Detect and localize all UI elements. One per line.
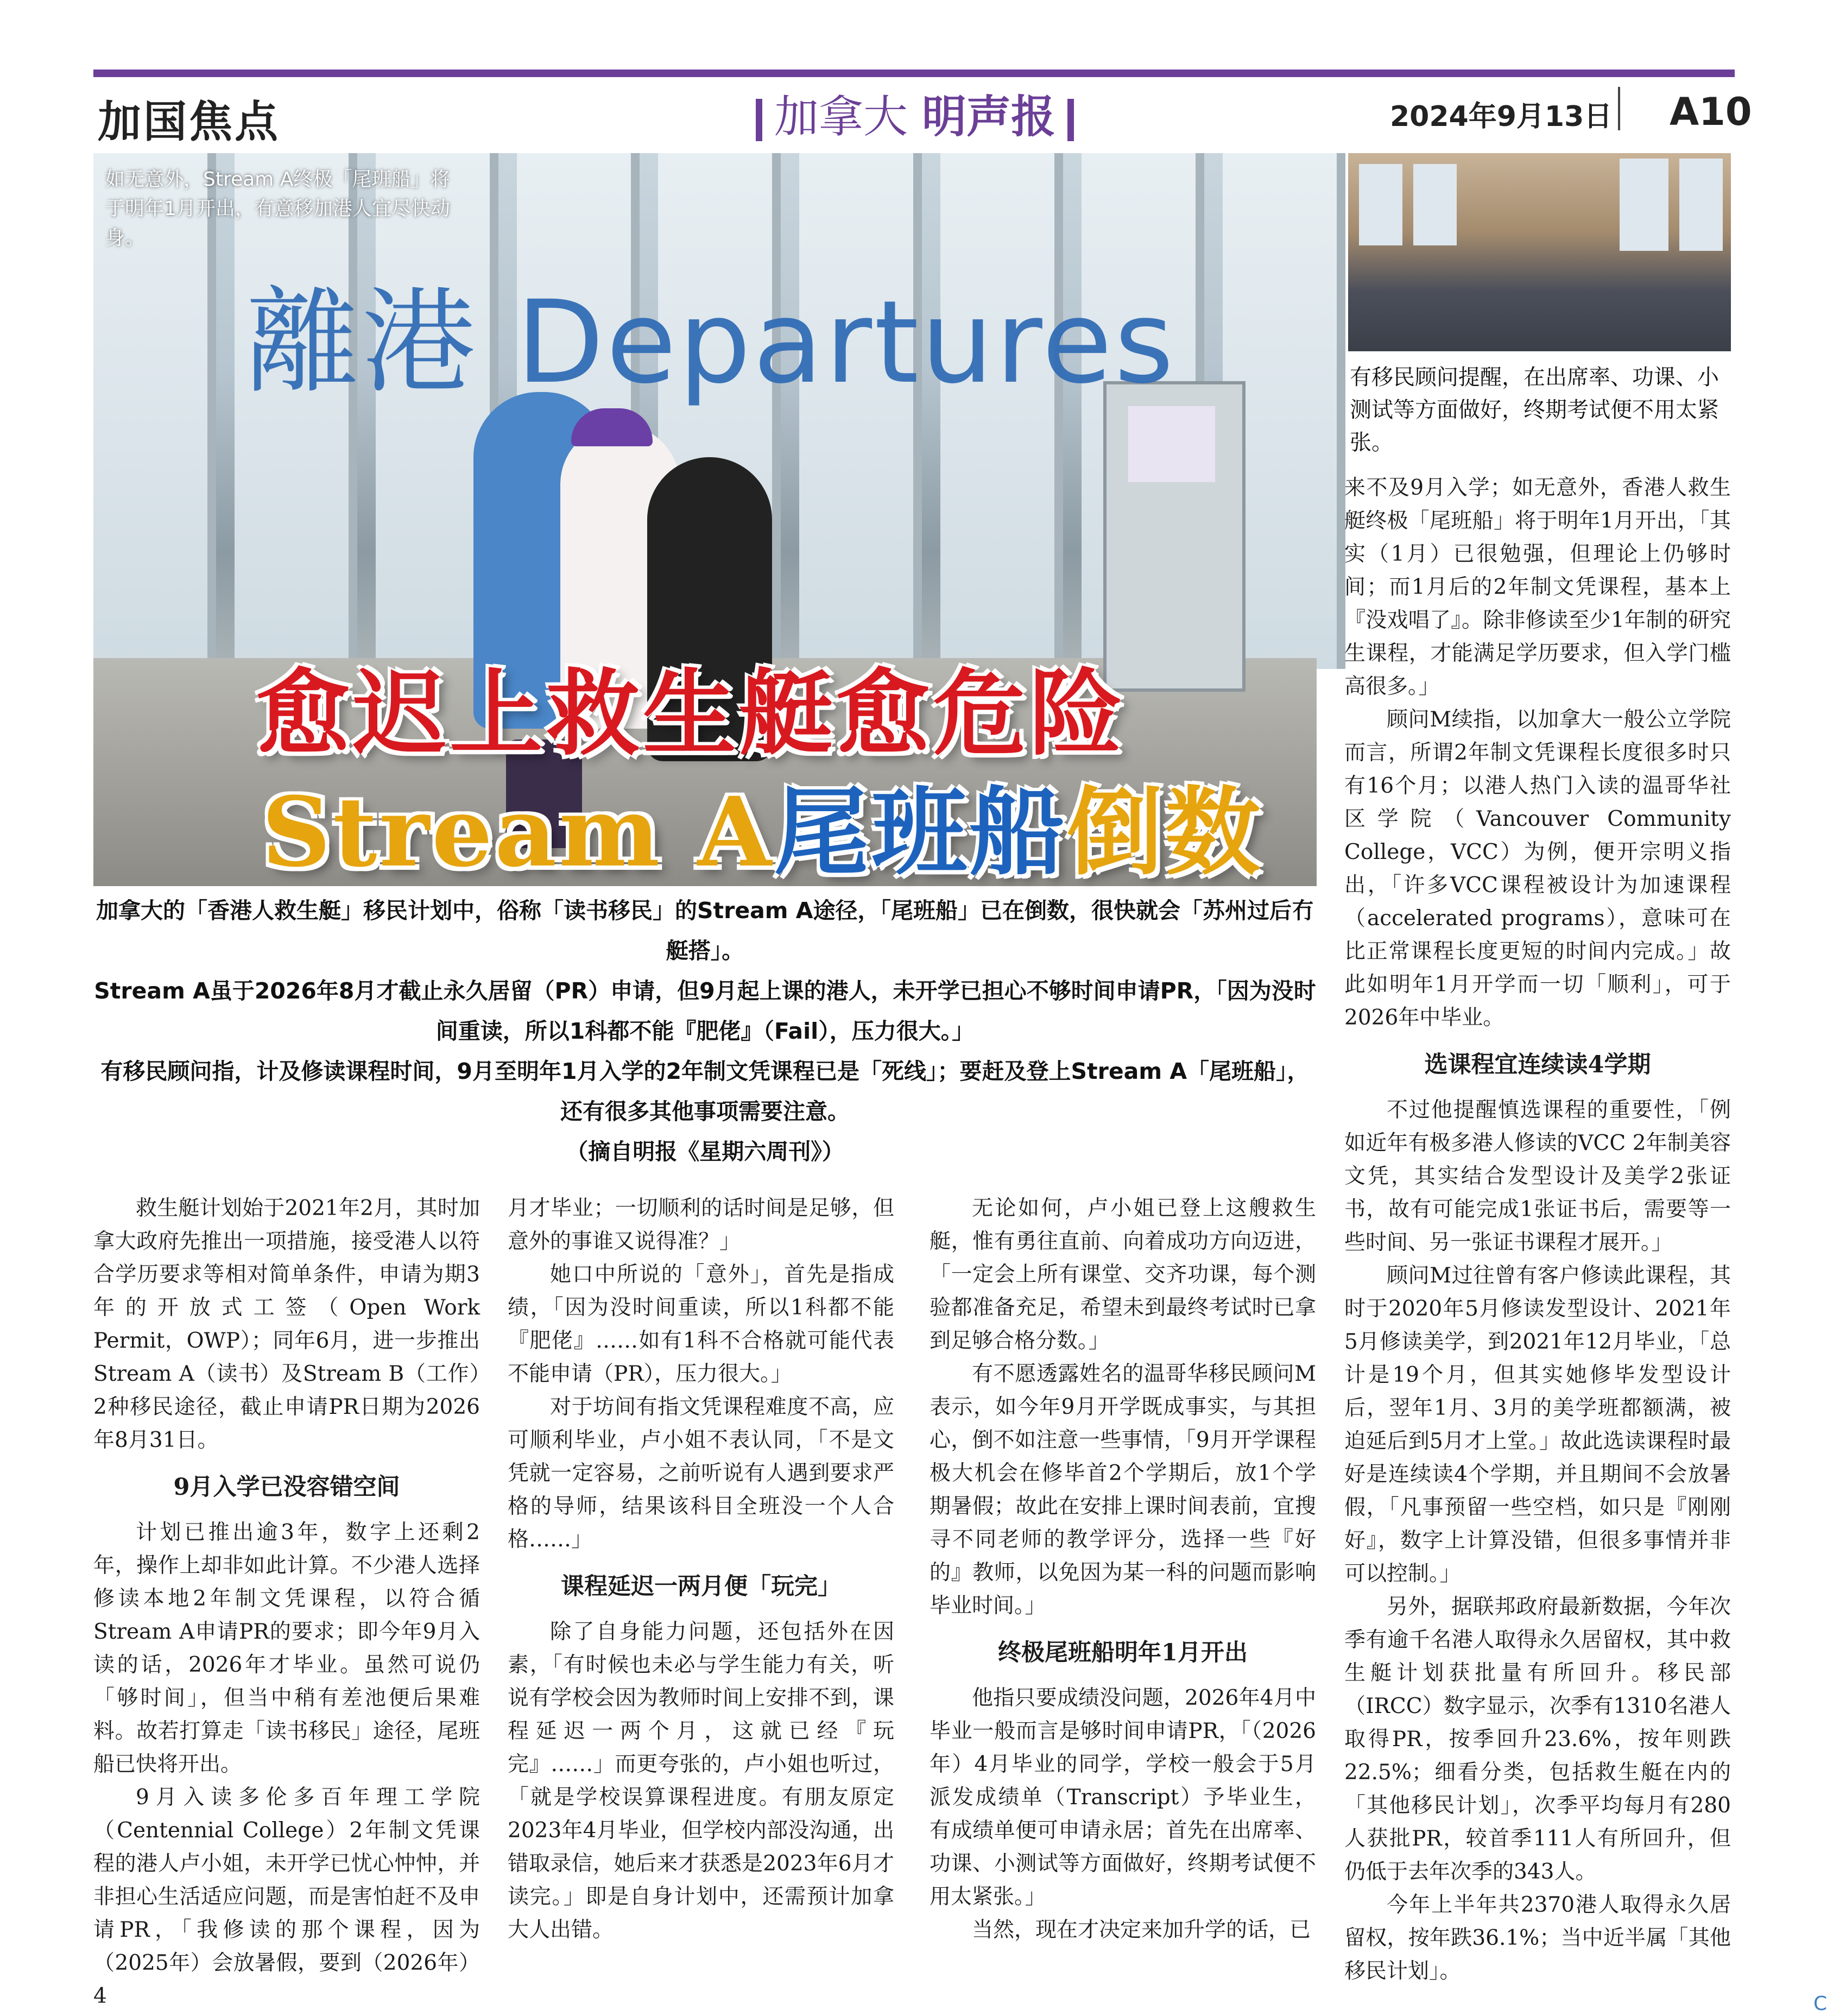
headline-stream-a: Stream A — [262, 776, 774, 888]
article-column-1 — [93, 1192, 480, 2013]
headline-line1: 愈迟上救生艇愈危险 — [256, 658, 1126, 768]
lead-line: 加拿大的「香港人救生艇」移民计划中，俗称「读书移民」的Stream A途径，「尾班船」已在倒数，很快就会「苏州过后冇艇搭」。 — [96, 898, 1314, 964]
kiosk-poster — [1128, 406, 1215, 482]
section-title: 加国焦点 — [98, 96, 280, 147]
paragraph: 今年上半年共2370港人取得永久居留权，按年跌36.1%；当中近半属「其他移民计划」。 — [1344, 1893, 1731, 1983]
subheading: 课程延迟一两月便「玩完」 — [561, 1573, 841, 1600]
paragraph: 除了自身能力问题，还包括外在因素，「有时候也未必与学生能力有关，听说有学校会因为教师时间上安排不到，课程延迟一两个月，这就已经『玩完』……」而更夸张的，卢小姐也听过，「就是学校误算课程进度。有朋友原定2023年4月毕业，但学校内部没沟通，出错取录信，她后来才获悉是2023年6月才读完。」即是自身计划中，还需预计加拿大人出错。 — [508, 1620, 894, 1942]
paragraph: 她口中所说的「意外」，首先是指成绩，「因为没时间重读，所以1科都不能『肥佬』……如有1科不合格就可能代表不能申请（PR），压力很大。」 — [508, 1262, 894, 1386]
paragraph: 救生艇计划始于2021年2月，其时加拿大政府先推出一项措施，接受港人以符合学历要求等相对简单条件，申请为期3年的开放式工签（Open Work Permit，OWP）；同年6月，进一步推出Stream A（读书）及Stream B（工作）2种移民途径，截止申请PR日期为2026年8月31日。 — [93, 1196, 480, 1452]
departures-sign: 離港 Departures — [245, 276, 1176, 409]
lead-line: Stream A虽于2026年8月才截止永久居留（PR）申请，但9月起上课的港人，未开学已担心不够时间申请PR，「因为没时间重读，所以1科都不能『肥佬』（Fail），压力很大。」 — [94, 978, 1316, 1044]
paragraph: 顾问M过往曾有客户修读此课程，其时于2020年5月修读发型设计、2021年5月修读美学，到2021年12月毕业，「总计是19个月，但其实她修毕发型设计后，翌年1月、3月的美学班都额满，被迫延后到5月才上堂。」故此选读课程时最好是连续读4个学期，并且期间不会放暑假，「凡事预留一些空档，如只是『刚刚好』，数字上计算没错，但很多事情并非可以控制。」 — [1344, 1263, 1731, 1586]
corner-mark: C — [1813, 1993, 1827, 2015]
paragraph: 他指只要成绩没问题，2026年4月中毕业一般而言是够时间申请PR，「（2026年）4月毕业的同学，学校一般会于5月派发成绩单（Transcript）予毕业生，有成绩单便可申请永居；首先在出席率、功课、小测试等方面做好，终期考试便不用太紧张。」 — [930, 1686, 1316, 1909]
paragraph: 当然，现在才决定来加升学的话，已 — [972, 1918, 1311, 1942]
subheading: 选课程宜连续读4学期 — [1424, 1051, 1651, 1078]
subheading: 终极尾班船明年1月开出 — [998, 1639, 1248, 1666]
masthead-brand: 明声报 — [922, 91, 1056, 143]
window-panel — [1679, 159, 1723, 251]
subheading: 9月入学已没容错空间 — [173, 1474, 400, 1501]
paragraph: 来不及9月入学；如无意外，香港人救生艇终极「尾班船」将于明年1月开出，「其实（1月）已很勉强，但理论上仍够时间；而1月后的2年制文凭课程，基本上『没戏唱了』。除非修读至少1年制的研究生课程，才能满足学历要求，但入学门槛高很多。」 — [1344, 476, 1731, 699]
paragraph: 月才毕业；一切顺利的话时间是足够，但意外的事谁又说得准？」 — [508, 1196, 894, 1254]
article-column-3 — [930, 1192, 1316, 1947]
headline-line2 — [262, 756, 1262, 893]
paragraph: 不过他提醒慎选课程的重要性，「例如近年有极多港人修读的VCC 2年制美容文凭，其实结合发型设计及美学2张证书，故有可能完成1张证书后，需要等一些时间、另一张证书课程才展开。」 — [1344, 1098, 1731, 1255]
paragraph: 有不愿透露姓名的温哥华移民顾问M表示，如今年9月开学既成事实，与其担心，倒不如注意一些事情，「9月开学课程极大机会在修毕首2个学期后，放1个学期暑假；故此在安排上课时间表前，宜搜寻不同老师的教学评分，选择一些『好的』教师，以免因为某一科的问题而影响毕业时间。」 — [930, 1362, 1316, 1618]
article-column-2 — [508, 1192, 894, 1947]
lead-paragraph — [93, 890, 1317, 1172]
masthead-bar-left — [756, 99, 762, 141]
window-panel — [1620, 159, 1668, 251]
library-photo-caption: 有移民顾问提醒，在出席率、功课、小测试等方面做好，终期考试便不用太紧张。 — [1350, 365, 1719, 455]
header-rule — [93, 69, 1735, 77]
headline-countdown: 倒数 — [1067, 776, 1263, 888]
window-panel — [1413, 164, 1457, 245]
paragraph: 无论如何，卢小姐已登上这艘救生艇，惟有勇往直前、向着成功方向迈进，「一定会上所有课堂、交齐功课，每个测验都准备充足，希望未到最终考试时已拿到足够合格分数。」 — [930, 1196, 1316, 1353]
paragraph: 对于坊间有指文凭课程难度不高，应可顺利毕业，卢小姐不表认同，「不是文凭就一定容易，之前听说有人遇到要求严格的导师，结果该科目全班没一个人合格……」 — [508, 1395, 894, 1552]
hero-caption: 如无意外，Stream A终极「尾班船」将于明年1月开出，有意移加港人宜尽快动身。 — [105, 168, 450, 249]
article-column-4 — [1344, 471, 1731, 1988]
paragraph: 另外，据联邦政府最新数据，今年次季有逾千名港人取得永久居留权，其中救生艇计划获批量有所回升。移民部（IRCC）数字显示，次季有1310名港人取得PR，按季回升23.6%，按年则跌22.5%；细看分类，包括救生艇在内的「其他移民计划」，次季平均每月有280人获批PR，较首季111人有所回升，但仍低于去年次季的343人。 — [1344, 1595, 1731, 1884]
lead-line: 有移民顾问指，计及修读课程时间，9月至明年1月入学的2年制文凭课程已是「死线」；要赶及登上Stream A「尾班船」，还有很多其他事项需要注意。 — [100, 1058, 1310, 1124]
header-divider — [1618, 87, 1620, 130]
paragraph: 计划已推出逾3年，数字上还剩2年，操作上却非如此计算。不少港人选择修读本地2年制文凭课程，以符合循Stream A申请PR的要求；即今年9月入读的话，2026年才毕业。虽然可说仍「够时间」，但当中稍有差池便后果难料。故若打算走「读书移民」途径，尾班船已快将开出。 — [93, 1520, 480, 1777]
issue-date: 2024年9月13日 — [1390, 100, 1613, 133]
window-panel — [1359, 164, 1402, 245]
page-number: A10 — [1670, 90, 1752, 134]
masthead-bar-right — [1067, 99, 1074, 141]
headline-last-boat: 尾班船 — [774, 776, 1067, 888]
paragraph: 9月入读多伦多百年理工学院（Centennial College）2年制文凭课程的港人卢小姐，未开学已忧心忡忡，并非担心生活适应问题，而是害怕赶不及申请PR，「我修读的那个课程，因为（2025年）会放暑假，要到（2026年）4 — [93, 1785, 480, 2008]
library-photo — [1348, 153, 1731, 351]
masthead — [738, 81, 1091, 145]
masthead-prefix: 加拿大 — [774, 91, 908, 143]
lead-source: （摘自明报《星期六周刊》） — [566, 1139, 844, 1165]
hero-photo — [93, 153, 1317, 888]
paragraph: 顾问M续指，以加拿大一般公立学院而言，所谓2年制文凭课程长度很多时只有16个月；以港人热门入读的温哥华社区学院（Vancouver Community College，VCC）为例，便开宗明义指出，「许多VCC课程被设计为加速课程（accelerated programs），意味可在比正常课程长度更短的时间内完成。」故此如明年1月开学而一切「顺利」，可于2026年中毕业。 — [1344, 707, 1731, 1030]
